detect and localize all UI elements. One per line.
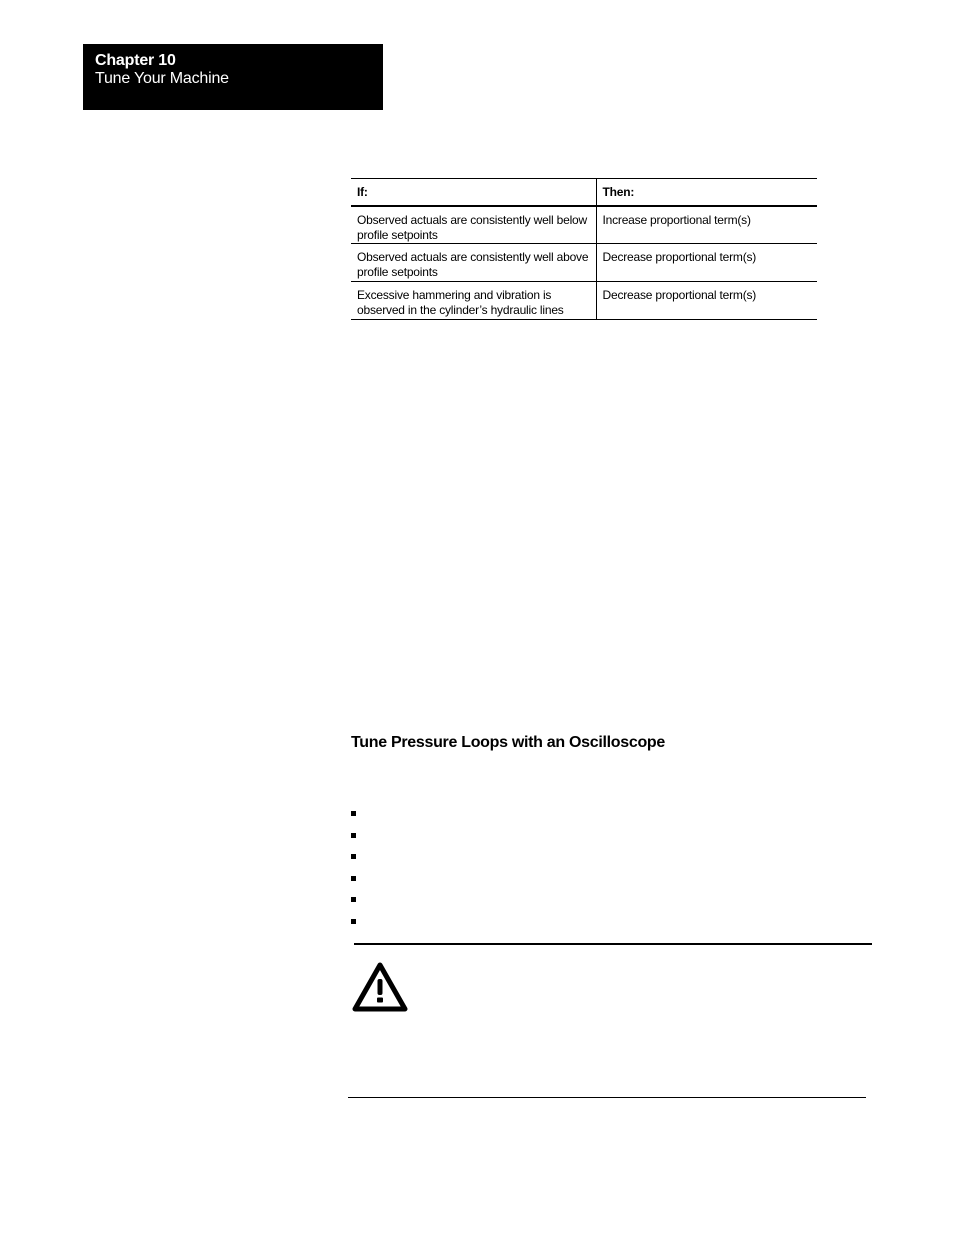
table-row [351,282,817,320]
table-cell-if: Observed actuals are consistently well above profile setpoints [351,244,596,282]
bullet-square-icon [351,897,356,902]
if-then-table [351,178,817,320]
table-row [351,244,817,282]
bullet-square-icon [351,919,356,924]
warning-triangle-icon [352,962,408,1012]
table-cell-then: Decrease proportional term(s) [596,244,817,282]
table-cell-then: Decrease proportional term(s) [596,282,817,320]
bullet-square-icon [351,854,356,859]
table-row [351,206,817,244]
table-cell-if: Excessive hammering and vibration is observed in the cylinder’s hydraulic lines [351,282,596,320]
chapter-header [83,44,383,110]
column-header-then: Then: [596,179,817,206]
bullet-square-icon [351,833,356,838]
bullet-square-icon [351,811,356,816]
table-cell-if: Observed actuals are consistently well below profile setpoints [351,206,596,244]
warning-top-rule [354,943,872,945]
table-header-row [351,179,817,206]
chapter-title: Tune Your Machine [95,70,229,87]
section-heading: Tune Pressure Loops with an Oscilloscope [351,734,666,751]
warning-bottom-rule [348,1097,866,1098]
column-header-if: If: [351,179,596,206]
bullet-square-icon [351,876,356,881]
table-cell-then: Increase proportional term(s) [596,206,817,244]
chapter-label: Chapter 10 [95,52,176,69]
